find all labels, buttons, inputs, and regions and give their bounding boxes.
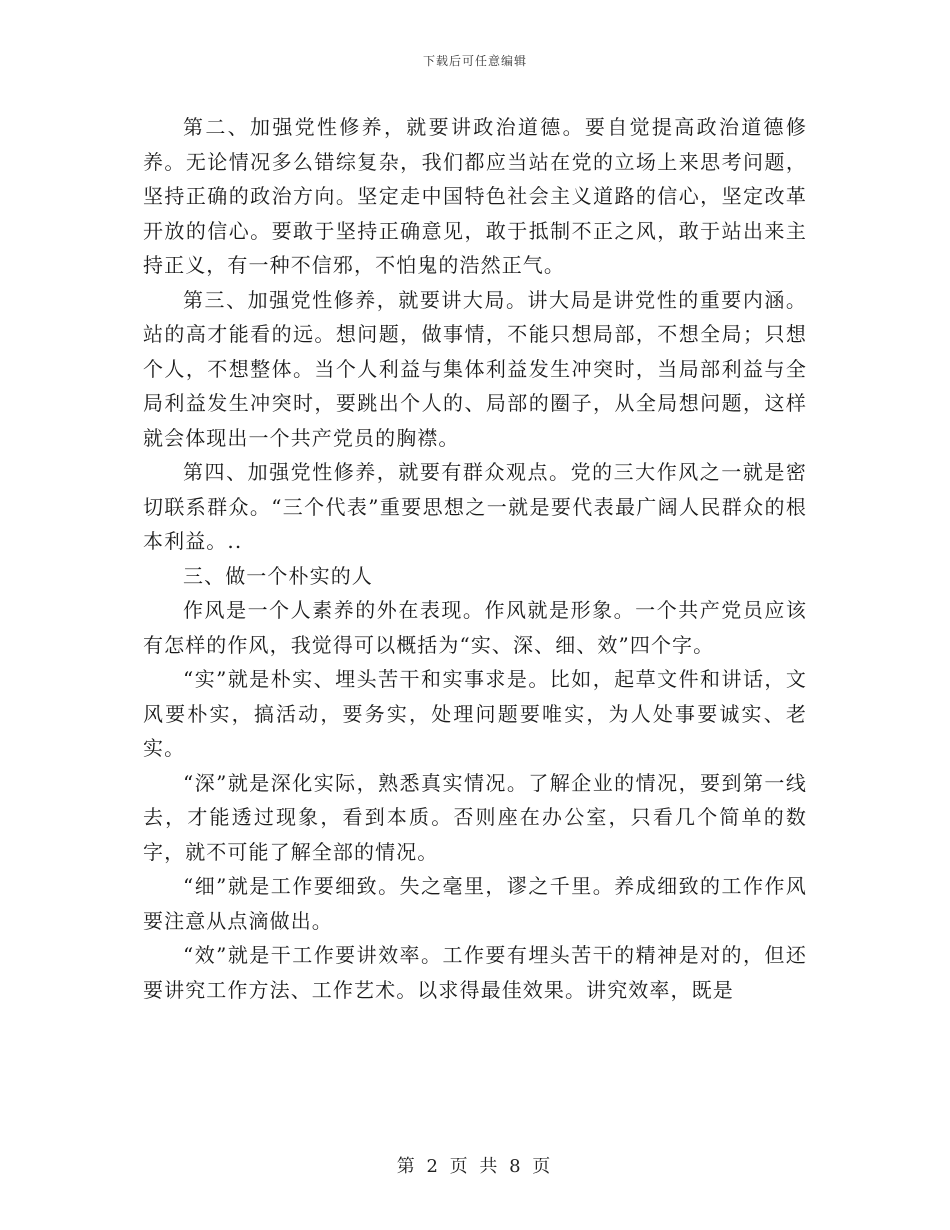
section-heading-simple-person: 三、做一个朴实的人	[183, 563, 373, 588]
paragraph-shen-deep: “深”就是深化实际，熟悉真实情况。了解企业的情况，要到第一线去，才能透过现象，看到本质。否则座在办公室，只看几个简单的数字，就不可能了解全部的情况。	[143, 770, 807, 864]
paragraph-shi-practical: “实”就是朴实、埋头苦干和实事求是。比如，起草文件和讲话，文风要朴实，搞活动，要务实，处理问题要唯实，为人处事要诚实、老实。	[143, 667, 807, 760]
paragraph-party-nature-overall-situation: 第三、加强党性修养，就要讲大局。讲大局是讲党性的重要内涵。站的高才能看的远。想问题，做事情，不能只想局部，不想全局；只想个人，不想整体。当个人利益与集体利益发生冲突时，当局部利益与全局利益发生冲突时，要跳出个人的、局部的圈子，从全局想问题，这样就会体现出一个共产党员的胸襟。	[143, 287, 807, 450]
page-header-note: 下载后可任意编辑	[422, 54, 527, 68]
page-number-footer: 第 2 页 共 8 页	[396, 1156, 554, 1177]
paragraph-xi-detailed: “细”就是工作要细致。失之毫里，谬之千里。养成细致的工作作风要注意从点滴做出。	[143, 874, 807, 933]
paragraph-party-nature-mass-viewpoint: 第四、加强党性修养，就要有群众观点。党的三大作风之一就是密切联系群众。“三个代表”重要思想之一就是要代表最广阔人民群众的根本利益。..	[143, 460, 807, 553]
paragraph-work-style-intro: 作风是一个人素养的外在表现。作风就是形象。一个共产党员应该有怎样的作风，我觉得可以概括为“实、深、细、效”四个字。	[143, 598, 807, 657]
document-body	[143, 110, 807, 1007]
paragraph-party-nature-political-morality: 第二、加强党性修养，就要讲政治道德。要自觉提高政治道德修养。无论情况多么错综复杂，我们都应当站在党的立场上来思考问题，坚持正确的政治方向。坚定走中国特色社会主义道路的信心，坚定改革开放的信心。要敢于坚持正确意见，敢于抵制不正之风，敢于站出来主持正义，有一种不信邪，不怕鬼的浩然正气。	[143, 115, 807, 277]
paragraph-xiao-efficiency: “效”就是干工作要讲效率。工作要有埋头苦干的精神是对的，但还要讲究工作方法、工作艺术。以求得最佳效果。讲究效率，既是	[143, 943, 807, 1002]
